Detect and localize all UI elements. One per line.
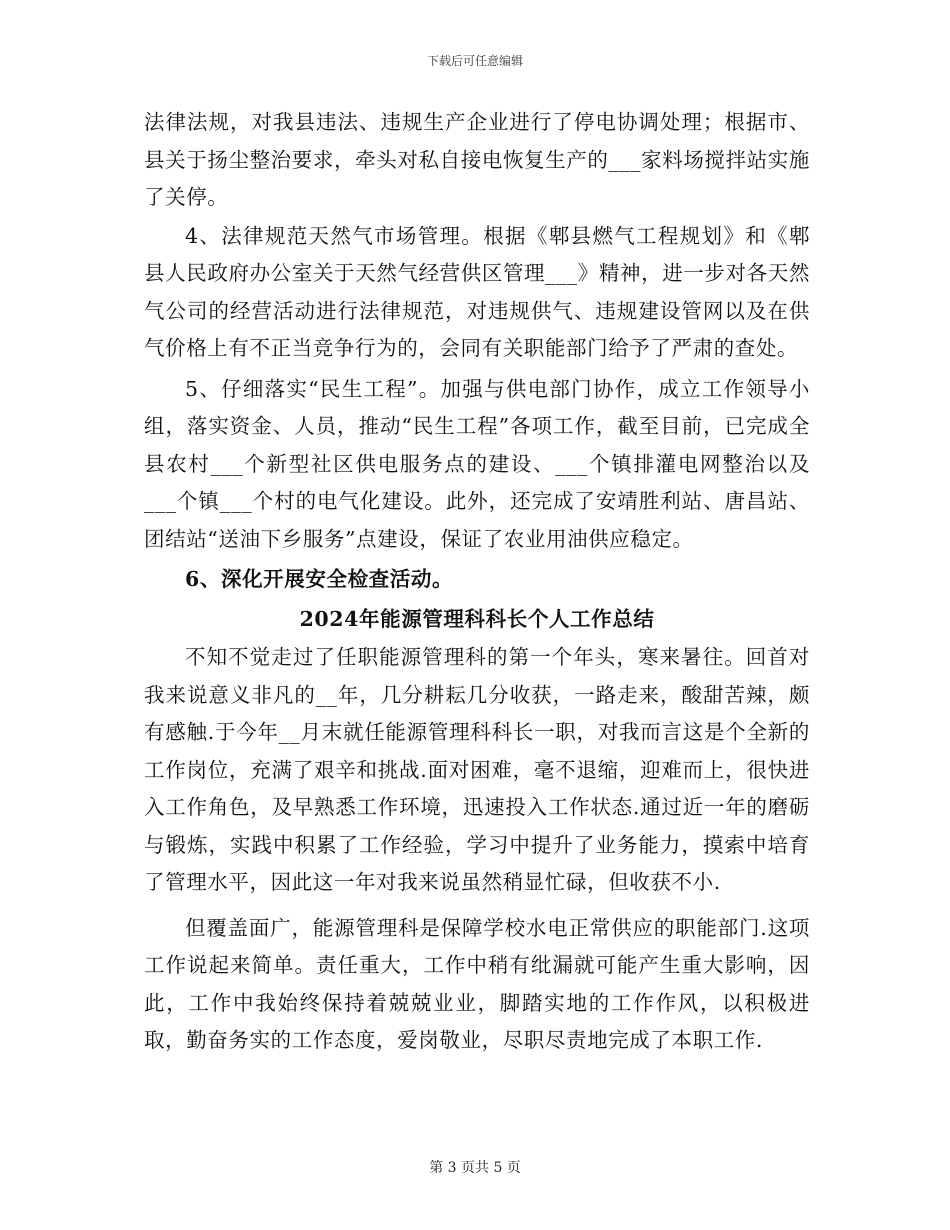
paragraph-item-6-heading: 6、深化开展安全检查活动。 (185, 567, 454, 591)
page-footer: 第 3 页共 5 页 (429, 1160, 521, 1176)
paragraph-intro: 不知不觉走过了任职能源管理科的第一个年头，寒来暑往。回首对我来说意义非凡的__年，几分耕耘几分收获，一路走来，酸甜苦辣，颇有感触.于今年__月末就任能源管理科科长一职，对我而言这是个全新的工作岗位，充满了艰辛和挑战.面对困难，毫不退缩，迎难而上，很快进入工作角色，及早熟悉工作环境，迅速投入工作状态.通过近一年的磨砺与锻炼，实践中积累了工作经验，学习中提升了业务能力，摸索中培育了管理水平，因此这一年对我来说虽然稍显忙碌，但收获不小. (144, 645, 810, 894)
paragraph-responsibility: 但覆盖面广，能源管理科是保障学校水电正常供应的职能部门.这项工作说起来简单。责任重大，工作中稍有纰漏就可能产生重大影响，因此，工作中我始终保持着兢兢业业，脚踏实地的工作作风，以积极进取，勤奋务实的工作态度，爱岗敬业，尽职尽责地完成了本职工作. (144, 915, 810, 1052)
page-header: 下载后可任意编辑 (426, 54, 523, 68)
document-body (144, 104, 810, 1060)
paragraph-item-5: 5、仔细落实“民生工程”。加强与供电部门协作，成立工作领导小组，落实资金、人员，推动“民生工程”各项工作，截至目前，已完成全县农村___个新型社区供电服务点的建设、___个镇排灌电网整治以及___个镇___个村的电气化建设。此外，还完成了安靖胜利站、唐昌站、团结站“送油下乡服务”点建设，保证了农业用油供应稳定。 (144, 376, 810, 551)
paragraph-continuation: 法律法规，对我县违法、违规生产企业进行了停电协调处理；根据市、县关于扬尘整治要求，牵头对私自接电恢复生产的___家料场搅拌站实施了关停。 (144, 110, 810, 209)
document-title: 2024年能源管理科科长个人工作总结 (299, 606, 655, 631)
paragraph-item-4: 4、法律规范天然气市场管理。根据《郫县燃气工程规划》和《郫县人民政府办公室关于天然气经营供区管理___》精神，进一步对各天然气公司的经营活动进行法律规范，对违规供气、违规建设管网以及在供气价格上有不正当竞争行为的，会同有关职能部门给予了严肃的查处。 (144, 223, 810, 360)
